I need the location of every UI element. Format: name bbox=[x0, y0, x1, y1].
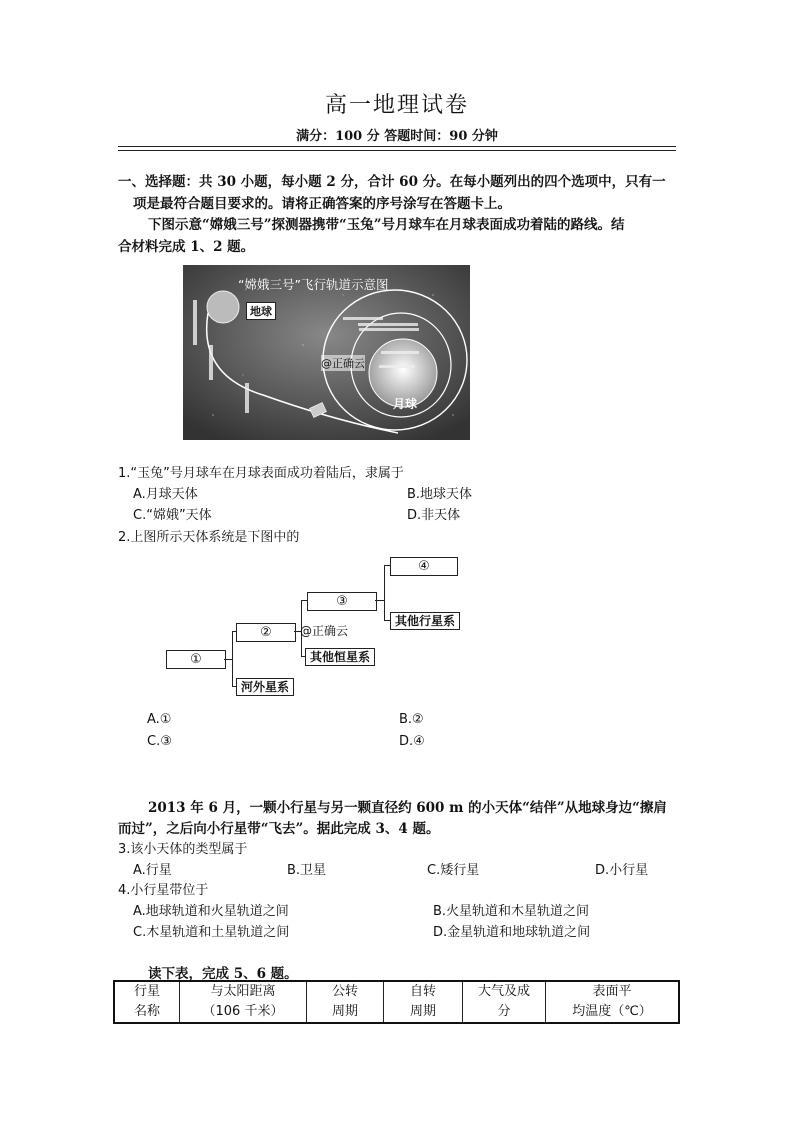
material1-line2: 合材料完成 1、2 题。 bbox=[118, 239, 255, 255]
q2-option-a[interactable]: A.① bbox=[147, 712, 172, 727]
header-text: 大气及成 bbox=[477, 984, 530, 999]
connector bbox=[384, 620, 390, 621]
header-text: 周期 bbox=[409, 1004, 436, 1019]
q1-option-c[interactable]: C.“嫦娥”天体 bbox=[133, 508, 212, 523]
question-2-stem: 2.上图所示天体系统是下图中的 bbox=[118, 530, 300, 545]
tree-node-2: ② bbox=[236, 623, 296, 642]
q4-option-a[interactable]: A.地球轨道和火星轨道之间 bbox=[133, 904, 289, 919]
header-atmosphere bbox=[463, 981, 546, 1023]
other-galaxies-label: 河外星系 bbox=[236, 678, 294, 696]
header-text: 与太阳距离 bbox=[210, 984, 276, 999]
connector bbox=[384, 565, 385, 621]
q1-option-a[interactable]: A.月球天体 bbox=[133, 487, 198, 502]
earth-label: 地球 bbox=[246, 302, 276, 320]
header-surface-temperature bbox=[546, 981, 680, 1023]
q2-option-c[interactable]: C.③ bbox=[147, 734, 172, 749]
q2-option-b[interactable]: B.② bbox=[399, 712, 424, 727]
tree-node-1: ① bbox=[166, 650, 226, 669]
moon-label: 月球 bbox=[393, 397, 418, 411]
question-1-stem: 1.“玉兔”号月球车在月球表面成功着陆后，隶属于 bbox=[118, 466, 404, 481]
q3-option-b[interactable]: B.卫星 bbox=[287, 863, 327, 878]
watermark: @正确云 bbox=[321, 357, 365, 370]
material3-line1: 读下表，完成 5、6 题。 bbox=[148, 966, 298, 982]
q4-option-b[interactable]: B.火星轨道和木星轨道之间 bbox=[433, 904, 590, 919]
section-intro-line1: 一、选择题：共 30 小题，每小题 2 分，合计 60 分。在每小题列出的四个选项中，只有一 bbox=[118, 174, 666, 190]
question-3-stem: 3.该小天体的类型属于 bbox=[118, 842, 248, 857]
tree-node-4: ④ bbox=[390, 557, 458, 576]
question-4-stem: 4.小行星带位于 bbox=[118, 883, 209, 898]
q2-option-d[interactable]: D.④ bbox=[399, 734, 425, 749]
exam-info: 满分：100 分 答题时间：90 分钟 bbox=[296, 129, 498, 144]
connector bbox=[384, 565, 390, 566]
header-rule-thin bbox=[118, 150, 676, 151]
header-text: 自转 bbox=[409, 984, 436, 999]
other-planetary-systems-label: 其他行星系 bbox=[390, 612, 460, 630]
header-revolution-period bbox=[307, 981, 384, 1023]
tree-node-3: ③ bbox=[307, 592, 377, 611]
q3-option-c[interactable]: C.矮行星 bbox=[427, 863, 480, 878]
header-text: 公转 bbox=[331, 984, 358, 999]
section-intro-line2: 项是最符合题目要求的。请将正确答案的序号涂写在答题卡上。 bbox=[133, 196, 511, 212]
tree-watermark: @正确云 bbox=[300, 624, 349, 638]
connector bbox=[232, 631, 233, 687]
table-header-row bbox=[114, 981, 679, 1023]
material2-line1: 2013 年 6 月，一颗小行星与另一颗直径约 600 m 的小天体“结伴”从地球身边“擦肩 bbox=[148, 800, 667, 816]
q3-option-a[interactable]: A.行星 bbox=[133, 863, 172, 878]
connector bbox=[375, 600, 384, 601]
page-title: 高一地理试卷 bbox=[324, 93, 469, 118]
q4-option-c[interactable]: C.木星轨道和土星轨道之间 bbox=[133, 925, 290, 940]
connector bbox=[224, 659, 232, 660]
orbit-diagram-title: “嫦娥三号”飞行轨道示意图 bbox=[238, 277, 389, 292]
header-text: （106 千米） bbox=[202, 1004, 284, 1019]
header-text: 均温度（℃） bbox=[572, 1004, 652, 1019]
planet-data-table bbox=[113, 980, 680, 1024]
connector bbox=[232, 631, 236, 632]
header-rule-thick bbox=[118, 146, 676, 147]
q1-option-d[interactable]: D.非天体 bbox=[407, 508, 461, 523]
connector bbox=[301, 656, 305, 657]
header-text: 名称 bbox=[133, 1004, 160, 1019]
header-text: 周期 bbox=[331, 1004, 358, 1019]
header-rotation-period bbox=[384, 981, 463, 1023]
orbit-diagram-image bbox=[183, 265, 470, 440]
connector bbox=[301, 600, 307, 601]
q3-option-d[interactable]: D.小行星 bbox=[595, 863, 649, 878]
other-stellar-systems-label: 其他恒星系 bbox=[305, 648, 375, 666]
material1-line1: 下图示意“嫦娥三号”探测器携带“玉兔”号月球车在月球表面成功着陆的路线。结 bbox=[148, 217, 625, 233]
header-text: 分 bbox=[497, 1004, 511, 1019]
header-planet-name bbox=[114, 981, 180, 1023]
header-text: 表面平 bbox=[592, 984, 632, 999]
connector bbox=[232, 686, 236, 687]
material2-line2: 而过”，之后向小行星带“飞去”。据此完成 3、4 题。 bbox=[118, 821, 440, 837]
header-text: 行星 bbox=[133, 984, 160, 999]
header-distance bbox=[180, 981, 307, 1023]
q4-option-d[interactable]: D.金星轨道和地球轨道之间 bbox=[433, 925, 591, 940]
q1-option-b[interactable]: B.地球天体 bbox=[407, 487, 473, 502]
